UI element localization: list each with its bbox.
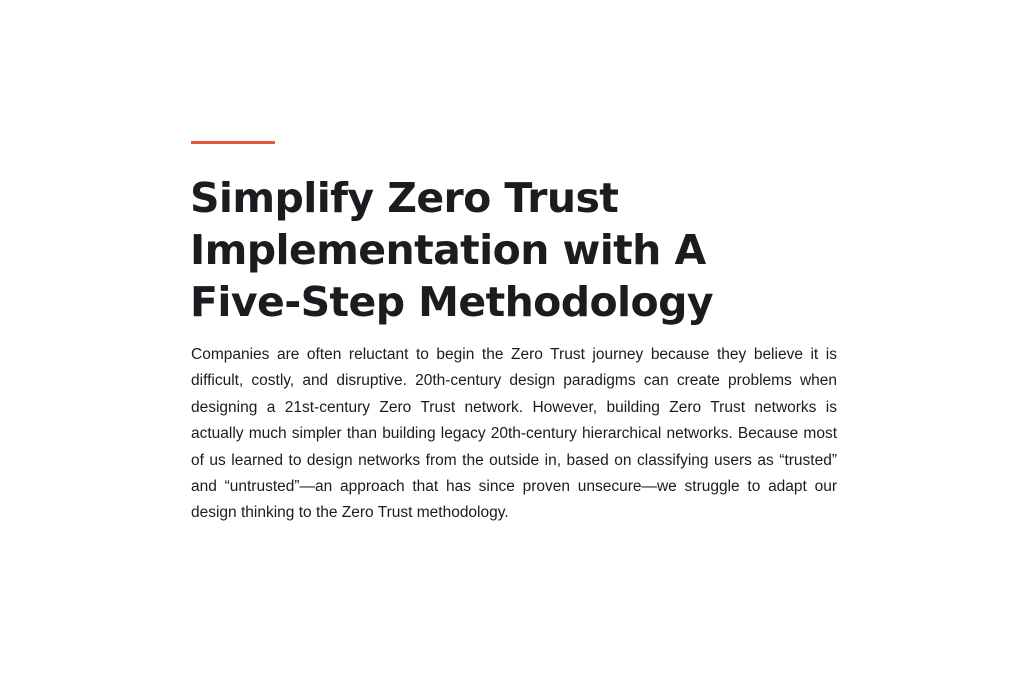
title-line-2: Implementation with A: [190, 226, 706, 274]
title-line-3: Five-Step Methodology: [190, 278, 713, 326]
accent-divider: [191, 141, 275, 144]
body-paragraph: Companies are often reluctant to begin the Zero Trust journey because they believe it is difficult, costly, and disruptive. 20th-century design paradigms can create problems when designing a 21st-century Zero Trust network. However, building Zero Trust networks is actually much simpler than building legacy 20th-century hierarchical networks. Because most of us learned to design networks from the outside in, based on classifying users as “trusted” and “untrusted”—an approach that has since proven unsecure—we struggle to adapt our design thinking to the Zero Trust methodology.: [191, 346, 837, 522]
page-title: [190, 172, 830, 328]
title-line-1: Simplify Zero Trust: [190, 174, 619, 222]
